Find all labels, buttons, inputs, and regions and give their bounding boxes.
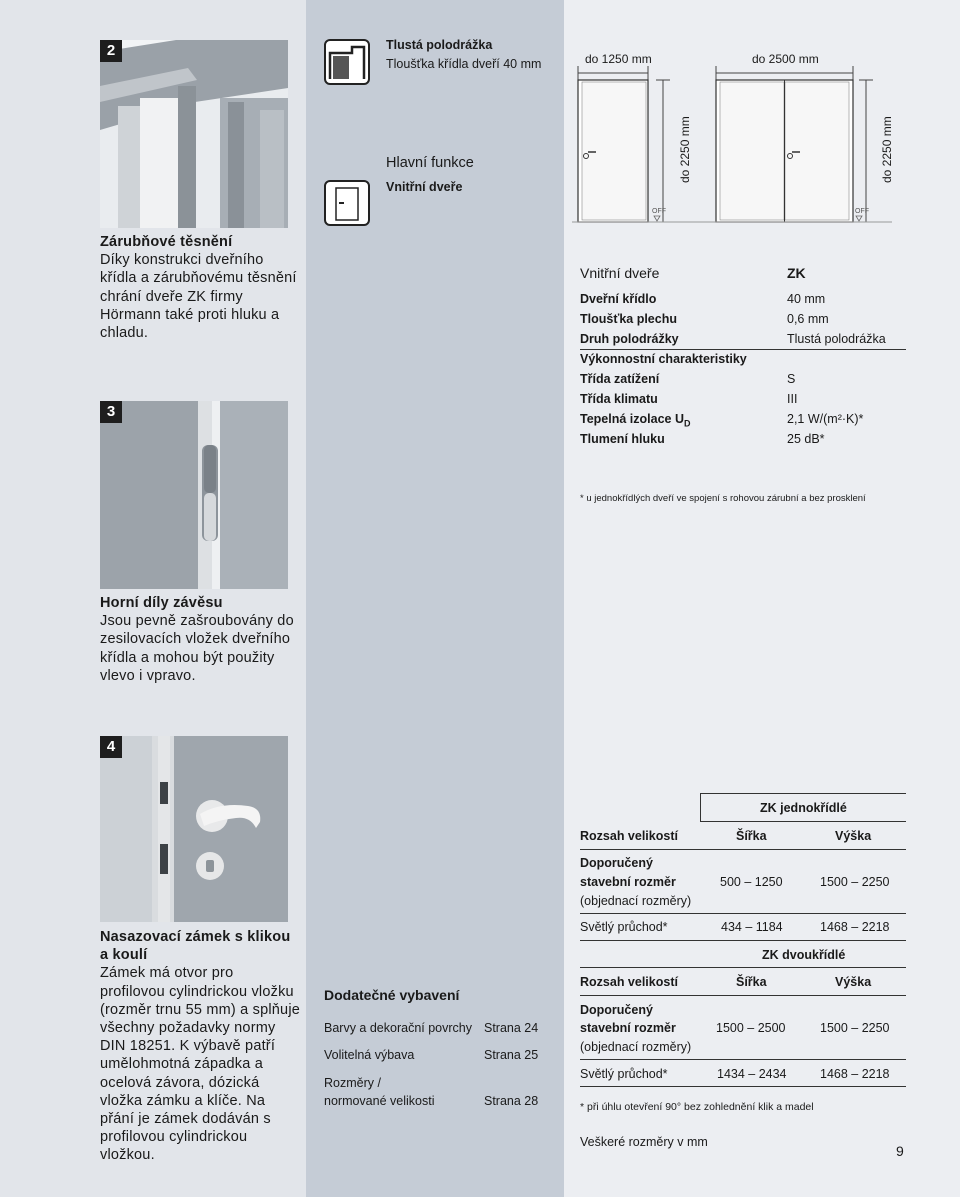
sizes-double-title: ZK dvoukřídlé	[762, 948, 846, 962]
sizes-height-value: 1468 – 2218	[820, 1067, 890, 1081]
sizes-row-label: Doporučený	[580, 856, 653, 870]
caption-frame-seal-title: Zárubňové těsnění	[100, 234, 233, 250]
spec-label: Tloušťka plechu	[580, 312, 677, 326]
sizes-line	[580, 995, 906, 996]
specs-footnote: * u jednokřídlých dveří ve spojení s rohovou zárubní a bez prosklení	[580, 493, 866, 504]
sizes-height-value: 1468 – 2218	[820, 920, 890, 934]
caption-lock-body: Zámek má otvor pro profilovou cylindrickou vložku (rozměr trnu 55 mm) a splňuje všechny požadavky normy DIN 18251. K výbavě patří umělohmotná západka a ocelová závora, dózická vložka zámku a klíče. Na přání je zámek dodáván s profilovou cylindrickou vložkou.	[100, 965, 300, 1164]
sizes-row-label: Světlý průchod*	[580, 920, 668, 934]
perf-value: 25 dB*	[787, 432, 825, 446]
caption-lock	[100, 928, 300, 1165]
caption-hinge-title: Horní díly závěsu	[100, 595, 223, 611]
perf-label: Třída zatížení	[580, 372, 660, 386]
perf-label: Tlumení hluku	[580, 432, 665, 446]
rebate-subtitle: Tloušťka křídla dveří 40 mm	[386, 57, 542, 71]
off-label-double: OFF	[855, 208, 869, 215]
width-single-label: do 1250 mm	[585, 52, 652, 66]
accessories-title: Dodatečné vybavení	[324, 987, 460, 1003]
sizes-col2: Šířka	[736, 829, 767, 843]
sizes-row-label: Doporučený	[580, 1003, 653, 1017]
sizes-col1: Rozsah velikostí	[580, 829, 678, 843]
sizes-line	[580, 1059, 906, 1060]
section-4-badge: 4	[100, 736, 122, 758]
sizes-col3: Výška	[835, 975, 872, 989]
photo-frame-seal	[100, 40, 288, 228]
accessory-sizes-page: Strana 28	[484, 1094, 539, 1108]
specs-divider	[580, 349, 906, 350]
thermal-label-text: Tepelná izolace U	[580, 412, 684, 426]
sizes-line	[580, 967, 906, 968]
perf-value: 2,1 W/(m²·K)*	[787, 412, 864, 426]
sizes-row-label: (objednací rozměry)	[580, 894, 692, 908]
sizes-line	[580, 1086, 906, 1087]
sizes-width-value: 1500 – 2500	[716, 1021, 786, 1035]
perf-label-thermal	[580, 412, 690, 429]
sizes-line	[580, 849, 906, 850]
sizes-line	[580, 913, 906, 914]
sizes-width-value: 434 – 1184	[721, 920, 783, 934]
sizes-note: Veškeré rozměry v mm	[580, 1135, 708, 1149]
function-title: Hlavní funkce	[386, 155, 474, 171]
sizes-row-label: Světlý průchod*	[580, 1067, 668, 1081]
perf-value: S	[787, 372, 796, 386]
caption-frame-seal-body: Díky konstrukci dveřního křídla a zárubňovému těsnění chrání dveře ZK firmy Hörmann také proti hluku a chladu.	[100, 252, 297, 342]
section-3-badge: 3	[100, 401, 122, 423]
door-dimension-drawing	[572, 40, 892, 230]
accessory-options-label: Volitelná výbava	[324, 1048, 415, 1062]
width-double-label: do 2500 mm	[752, 52, 819, 66]
photo-hinge	[100, 401, 288, 589]
perf-value: III	[787, 392, 798, 406]
specs-header-right: ZK	[787, 265, 806, 281]
perf-header: Výkonnostní charakteristiky	[580, 352, 747, 366]
caption-hinge	[100, 594, 300, 685]
spec-label: Druh polodrážky	[580, 332, 679, 346]
off-label-single: OFF	[652, 208, 666, 215]
sizes-row-label: stavební rozměr	[580, 1021, 676, 1035]
sizes-width-value: 500 – 1250	[720, 875, 783, 889]
perf-label: Třída klimatu	[580, 392, 658, 406]
rebate-icon	[324, 39, 370, 85]
accessory-options-page: Strana 25	[484, 1048, 539, 1062]
specs-header-left: Vnitřní dveře	[580, 265, 660, 281]
page-number: 9	[896, 1143, 904, 1159]
photo-lock	[100, 736, 288, 922]
sizes-width-value: 1434 – 2434	[717, 1067, 787, 1081]
spec-value: 40 mm	[787, 292, 826, 306]
rebate-title: Tlustá polodrážka	[386, 38, 493, 52]
height-single-label: do 2250 mm	[678, 116, 692, 183]
accessory-sizes-label-2: normované velikosti	[324, 1094, 435, 1108]
accessory-colors-page: Strana 24	[484, 1021, 539, 1035]
caption-hinge-body: Jsou pevně zašroubovány do zesilovacích vložek dveřního křídla a mohou být použity vlevo i vpravo.	[100, 613, 294, 684]
spec-value: Tlustá polodrážka	[787, 332, 886, 346]
sizes-row-label: (objednací rozměry)	[580, 1040, 692, 1054]
sizes-row-label: stavební rozměr	[580, 875, 676, 889]
height-double-label: do 2250 mm	[880, 116, 894, 183]
sizes-single-top-line	[700, 793, 906, 794]
caption-lock-title: Nasazovací zámek s klikou a koulí	[100, 929, 291, 964]
section-2-badge: 2	[100, 40, 122, 62]
spec-label: Dveřní křídlo	[580, 292, 657, 306]
sizes-col3: Výška	[835, 829, 872, 843]
sizes-footnote: * při úhlu otevření 90° bez zohlednění klik a madel	[580, 1101, 814, 1113]
thermal-label-sub: D	[683, 418, 691, 429]
sizes-height-value: 1500 – 2250	[820, 1021, 890, 1035]
sizes-line	[580, 940, 906, 941]
spec-value: 0,6 mm	[787, 312, 829, 326]
sizes-bracket	[700, 793, 701, 821]
caption-frame-seal	[100, 233, 300, 342]
sizes-single-line	[700, 821, 906, 822]
sizes-single-title: ZK jednokřídlé	[760, 801, 847, 815]
function-subtitle: Vnitřní dveře	[386, 180, 463, 194]
sizes-height-value: 1500 – 2250	[820, 875, 890, 889]
sizes-col2: Šířka	[736, 975, 767, 989]
accessory-sizes-label-1: Rozměry /	[324, 1076, 381, 1090]
accessory-colors-label: Barvy a dekorační povrchy	[324, 1021, 472, 1035]
door-function-icon	[324, 180, 370, 226]
sizes-col1: Rozsah velikostí	[580, 975, 678, 989]
